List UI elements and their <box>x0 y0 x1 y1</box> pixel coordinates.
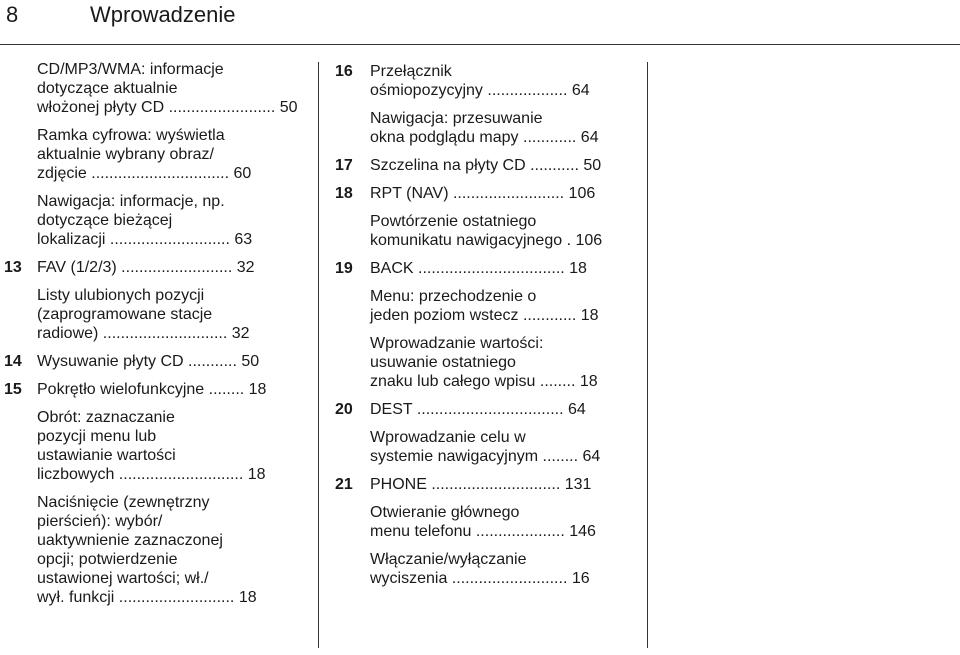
legend-text-line: Ramka cyfrowa: wyświetla <box>37 127 225 144</box>
left-column <box>0 60 300 616</box>
legend-text-line: Otwieranie głównego <box>370 504 520 521</box>
column-divider <box>318 62 319 648</box>
legend-text-line: systemie nawigacyjnym ........ 64 <box>370 448 601 465</box>
legend-text-line: dotyczące bieżącej <box>37 212 173 229</box>
legend-text-line: ośmiopozycyjny .................. 64 <box>370 82 590 99</box>
legend-number: 19 <box>335 260 353 277</box>
legend-text-line: lokalizacji ........................... 63 <box>37 231 253 248</box>
legend-text-line: menu telefonu .................... 146 <box>370 523 596 540</box>
legend-entry <box>330 184 630 203</box>
legend-text-line: opcji; potwierdzenie <box>37 551 178 568</box>
legend-text-line: zdjęcie ............................... 60 <box>37 165 252 182</box>
legend-text-line: okna podglądu mapy ............ 64 <box>370 129 599 146</box>
legend-entry <box>0 380 300 399</box>
legend-number: 15 <box>4 381 22 398</box>
page-number: 8 <box>6 2 19 27</box>
legend-text-line: Listy ulubionych pozycji <box>37 287 205 304</box>
legend-text-line: Przełącznik <box>370 63 452 80</box>
legend-text-line: Szczelina na płyty CD ........... 50 <box>370 157 602 174</box>
right-column <box>330 60 630 597</box>
legend-entry <box>330 503 630 541</box>
legend-text-line: dotyczące aktualnie <box>37 80 178 97</box>
page-header <box>0 0 960 46</box>
legend-text-line: ustawionej wartości; wł./ <box>37 570 209 587</box>
legend-entry <box>0 408 300 484</box>
legend-number: 21 <box>335 476 353 493</box>
legend-text-line: CD/MP3/WMA: informacje <box>37 61 224 78</box>
legend-text-line: aktualnie wybrany obraz/ <box>37 146 214 163</box>
legend-text-line: wyciszenia .......................... 16 <box>370 570 590 587</box>
legend-text-line: Wysuwanie płyty CD ........... 50 <box>37 353 260 370</box>
legend-text-line: pierścień): wybór/ <box>37 513 163 530</box>
legend-number: 13 <box>4 259 22 276</box>
legend-text-line: FAV (1/2/3) ......................... 32 <box>37 259 255 276</box>
legend-entry <box>330 287 630 325</box>
legend-text-line: Wprowadzanie celu w <box>370 429 526 446</box>
legend-text-line: Wprowadzanie wartości: <box>370 335 544 352</box>
legend-entry <box>330 550 630 588</box>
legend-entry <box>330 475 630 494</box>
chapter-title: Wprowadzenie <box>90 2 236 27</box>
legend-entry <box>0 60 300 117</box>
legend-text-line: Pokrętło wielofunkcyjne ........ 18 <box>37 381 267 398</box>
legend-number: 18 <box>335 185 353 202</box>
legend-text-line: ustawianie wartości <box>37 447 176 464</box>
legend-entry <box>0 352 300 371</box>
legend-text-line: Naciśnięcie (zewnętrzny <box>37 494 210 511</box>
legend-text-line: DEST ................................. 64 <box>370 401 586 418</box>
legend-text-line: Powtórzenie ostatniego <box>370 213 537 230</box>
legend-text-line: Obrót: zaznaczanie <box>37 409 175 426</box>
legend-text-line: liczbowych ............................ 18 <box>37 466 266 483</box>
legend-entry <box>0 126 300 183</box>
header-divider <box>0 44 960 45</box>
legend-text-line: uaktywnienie zaznaczonej <box>37 532 223 549</box>
legend-entry <box>330 334 630 391</box>
legend-entry <box>330 400 630 419</box>
legend-text-line: jeden poziom wstecz ............ 18 <box>370 307 599 324</box>
legend-text-line: komunikatu nawigacyjnego . 106 <box>370 232 603 249</box>
legend-text-line: włożonej płyty CD ........................ 50 <box>37 99 298 116</box>
legend-text-line: radiowe) ............................ 32 <box>37 325 250 342</box>
legend-number: 16 <box>335 63 353 80</box>
legend-text-line: usuwanie ostatniego <box>370 354 516 371</box>
legend-text-line: Nawigacja: przesuwanie <box>370 110 543 127</box>
legend-entry <box>330 259 630 278</box>
legend-entry <box>330 212 630 250</box>
legend-number: 14 <box>4 353 22 370</box>
legend-number: 17 <box>335 157 353 174</box>
legend-text-line: Menu: przechodzenie o <box>370 288 537 305</box>
legend-entry <box>330 156 630 175</box>
legend-text-line: znaku lub całego wpisu ........ 18 <box>370 373 598 390</box>
legend-text-line: PHONE ............................. 131 <box>370 476 592 493</box>
legend-text-line: Włączanie/wyłączanie <box>370 551 527 568</box>
legend-entry <box>330 428 630 466</box>
legend-number: 20 <box>335 401 353 418</box>
legend-text-line: BACK ................................. 18 <box>370 260 587 277</box>
legend-entry <box>0 192 300 249</box>
legend-entry <box>330 62 630 100</box>
legend-entry <box>0 286 300 343</box>
legend-text-line: RPT (NAV) ......................... 106 <box>370 185 596 202</box>
right-column-edge <box>647 62 648 648</box>
legend-text-line: Nawigacja: informacje, np. <box>37 193 225 210</box>
legend-entry <box>330 109 630 147</box>
legend-text-line: (zaprogramowane stacje <box>37 306 213 323</box>
legend-entry <box>0 258 300 277</box>
legend-entry <box>0 493 300 607</box>
legend-text-line: wył. funkcji .......................... 18 <box>37 589 257 606</box>
legend-text-line: pozycji menu lub <box>37 428 157 445</box>
